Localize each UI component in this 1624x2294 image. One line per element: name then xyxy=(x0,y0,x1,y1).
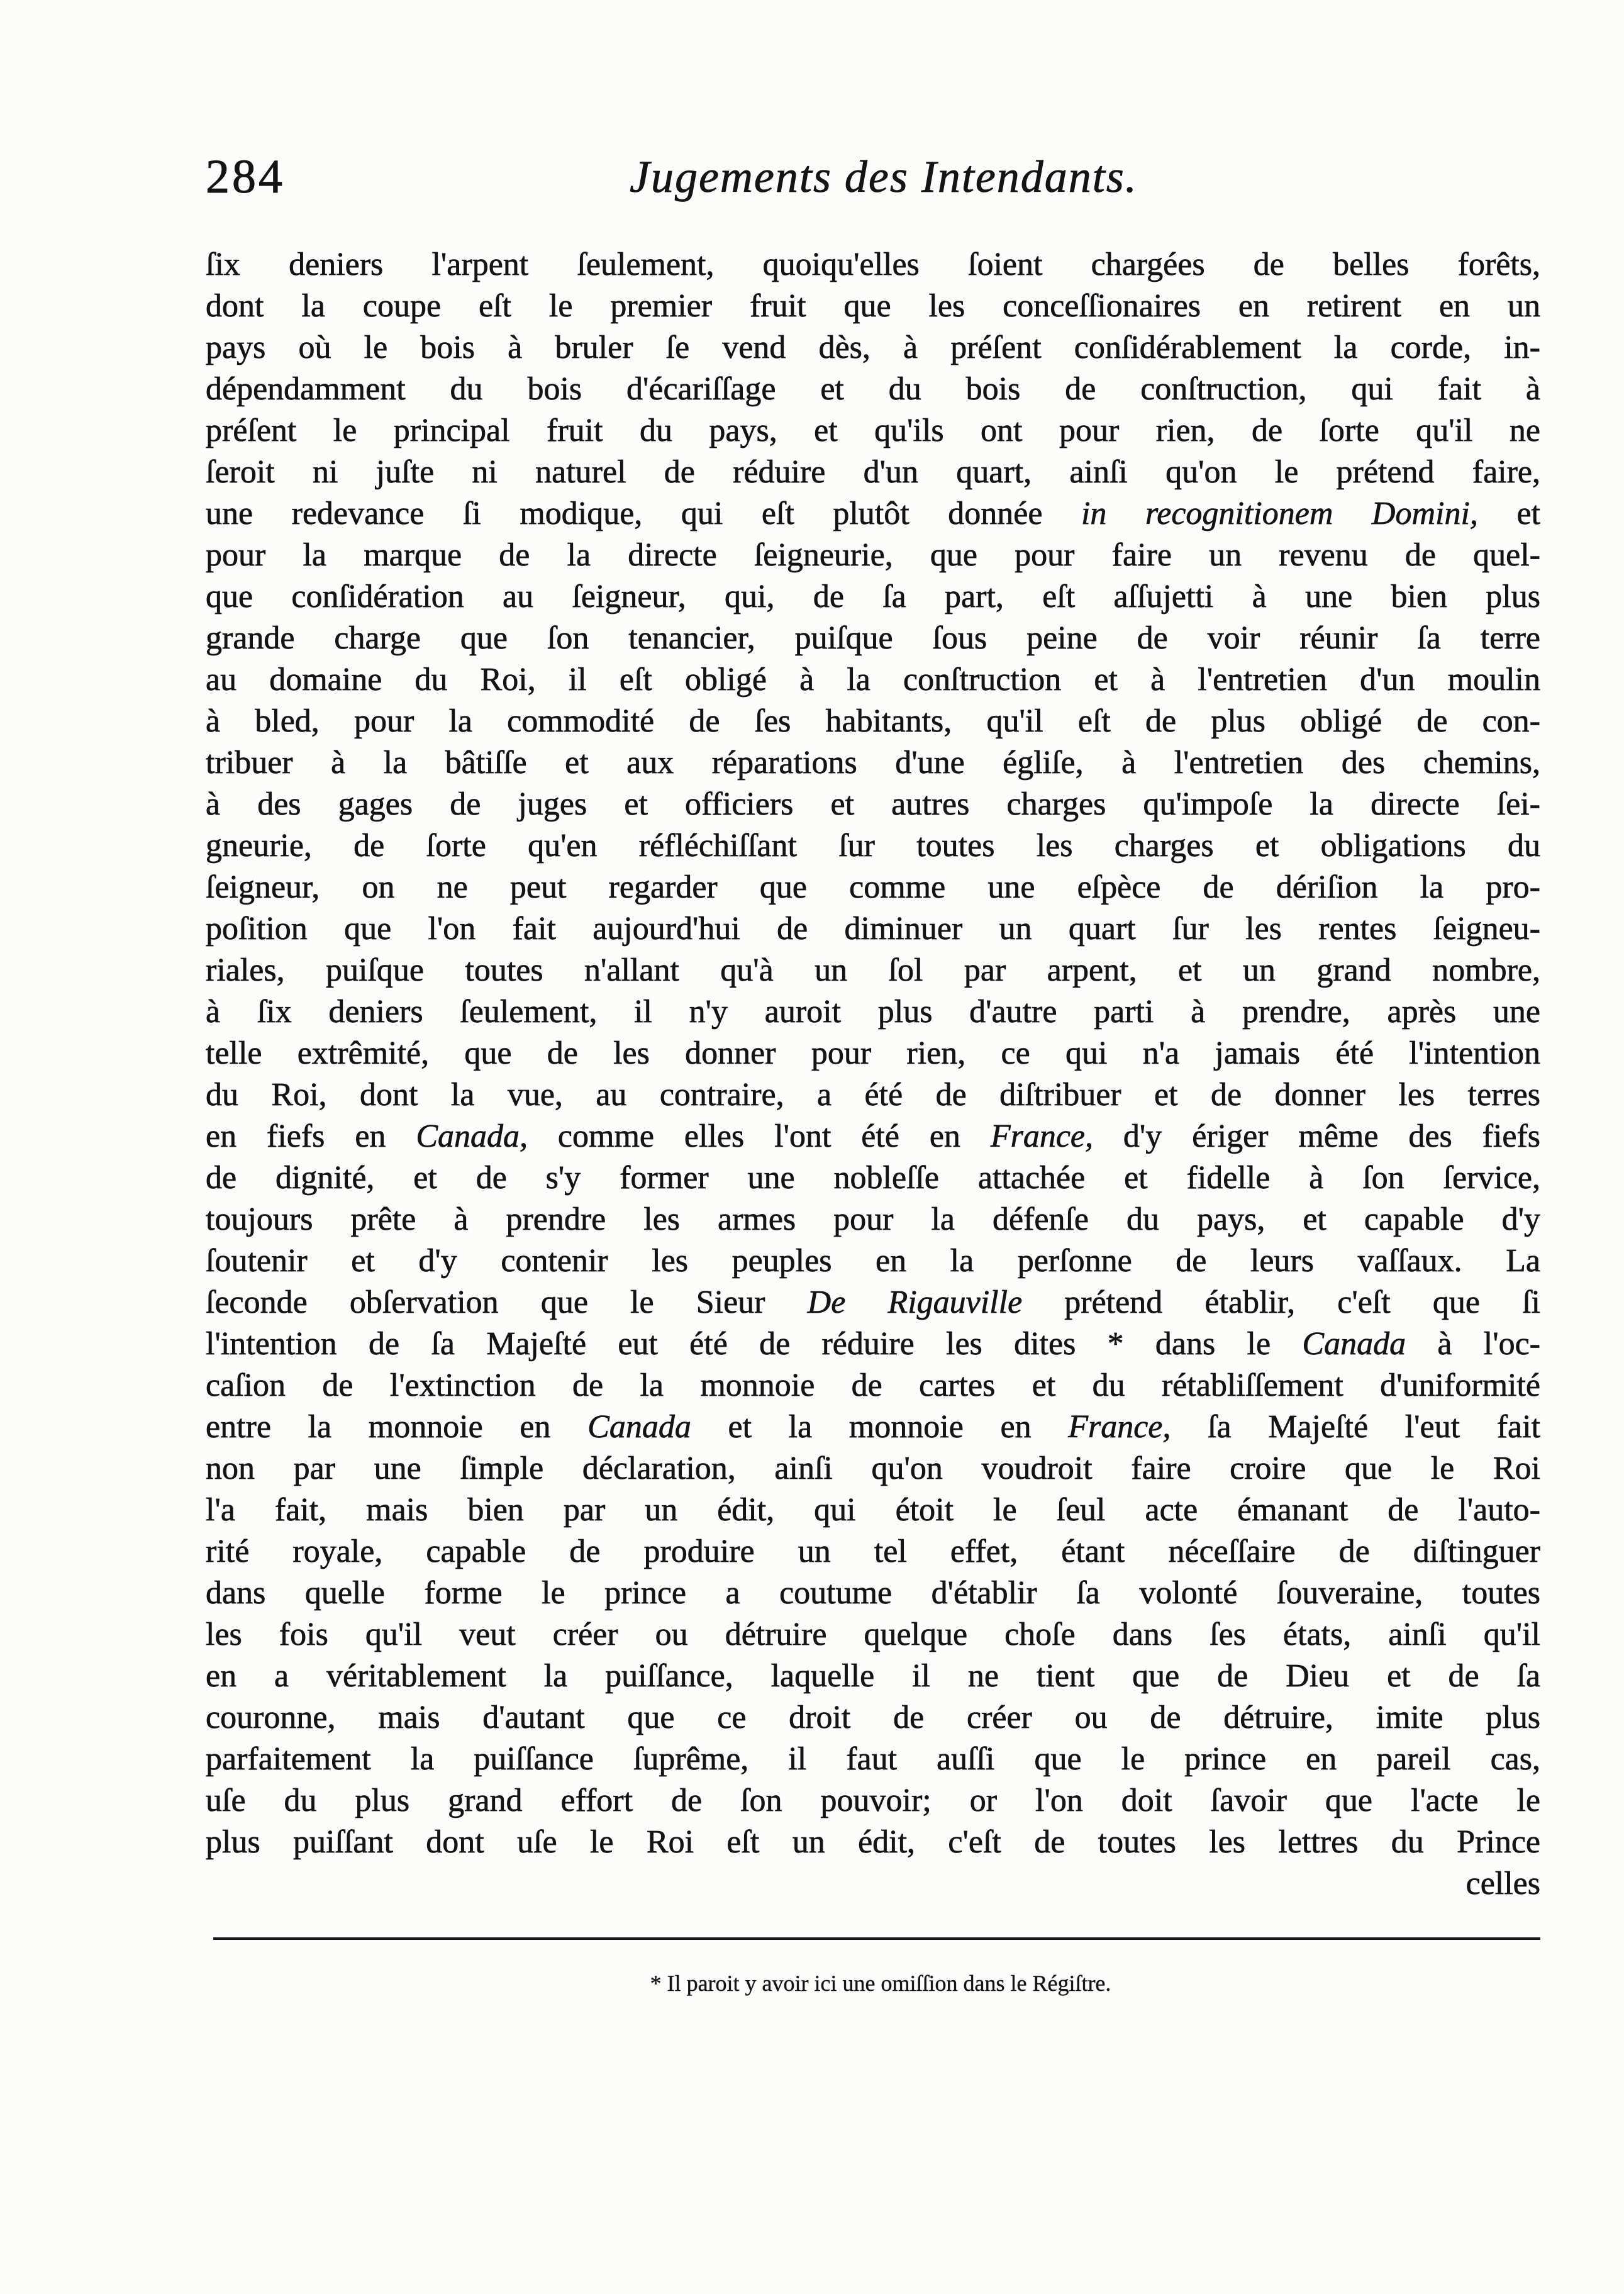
text-line: l'a fait, mais bien par un édit, qui étoit le ſeul acte émanant de l'auto- xyxy=(206,1492,1540,1528)
text-line: plus puiſſant dont uſe le Roi eſt un édit, c'eſt de toutes les lettres du Prince xyxy=(206,1824,1540,1860)
footnote-text: Il paroit y avoir ici une omiſſion dans le Régiſtre. xyxy=(667,1971,1111,1996)
text-line: tribuer à la bâtiſſe et aux réparations d'une égliſe, à l'entretien des chemins, xyxy=(206,745,1540,781)
text-line: pays où le bois à bruler ſe vend dès, à préſent conſidérablement la corde, in- xyxy=(206,330,1540,365)
text-run: et la monnoie en xyxy=(691,1409,1069,1445)
text-line: poſition que l'on fait aujourd'hui de diminuer un quart ſur les rentes ſeigneu- xyxy=(206,911,1540,947)
text-run: ſa Majeſté l'eut fait xyxy=(1171,1409,1540,1445)
text-line: à ſix deniers ſeulement, il n'y auroit plus d'autre parti à prendre, après une xyxy=(206,994,1540,1030)
text-line: ſoutenir et d'y contenir les peuples en la perſonne de leurs vaſſaux. La xyxy=(206,1243,1540,1279)
italic-place-name: Canada xyxy=(587,1409,691,1445)
text-run: l'intention de ſa Majeſté eut été de réduire les dites * dans le xyxy=(206,1326,1303,1362)
text-line: les fois qu'il veut créer ou détruire quelque choſe dans ſes états, ainſi qu'il xyxy=(206,1617,1540,1652)
text-line: que conſidération au ſeigneur, qui, de ſa part, eſt aſſujetti à une bien plus xyxy=(206,579,1540,615)
italic-place-name: Canada xyxy=(1302,1326,1406,1362)
running-title: Jugements des Intendants. xyxy=(630,152,1138,202)
text-line: toujours prête à prendre les armes pour la défenſe du pays, et capable d'y xyxy=(206,1201,1540,1237)
text-run: en fiefs en xyxy=(206,1118,416,1154)
text-line: caſion de l'extinction de la monnoie de cartes et du rétabliſſement d'uniformité xyxy=(206,1367,1540,1403)
text-line: telle extrêmité, que de les donner pour rien, ce qui n'a jamais été l'intention xyxy=(206,1035,1540,1071)
text-line: couronne, mais d'autant que ce droit de créer ou de détruire, imite plus xyxy=(206,1700,1540,1735)
body-text xyxy=(206,244,1540,1905)
footnote-marker: * xyxy=(650,1971,662,1996)
text-line xyxy=(206,1406,1540,1448)
text-line: dépendamment du bois d'écariſſage et du bois de conſtruction, qui fait à xyxy=(206,371,1540,407)
text-line: de dignité, et de s'y former une nobleſſe attachée et fidelle à ſon ſervice, xyxy=(206,1160,1540,1196)
text-line: du Roi, dont la vue, au contraire, a été de diſtribuer et de donner les terres xyxy=(206,1077,1540,1113)
text-line: à des gages de juges et officiers et autres charges qu'impoſe la directe ſei- xyxy=(206,786,1540,822)
text-line: pour la marque de la directe ſeigneurie, que pour faire un revenu de quel- xyxy=(206,537,1540,573)
catchword: celles xyxy=(1465,1866,1540,1901)
text-run: une redevance ſi modique, qui eſt plutôt donnée xyxy=(206,496,1081,532)
text-line: grande charge que ſon tenancier, puiſque ſous peine de voir réunir ſa terre xyxy=(206,620,1540,656)
text-line: riales, puiſque toutes n'allant qu'à un ſol par arpent, et un grand nombre, xyxy=(206,952,1540,988)
italic-phrase: in recognitionem Domini, xyxy=(1081,496,1478,532)
text-line: gneurie, de ſorte qu'en réfléchiſſant ſur toutes les charges et obligations du xyxy=(206,828,1540,864)
page-number: 284 xyxy=(206,150,285,203)
text-run: ſeconde obſervation que le Sieur xyxy=(206,1284,808,1320)
text-run: comme elles l'ont été en xyxy=(528,1118,991,1154)
text-line: rité royale, capable de produire un tel effet, étant néceſſaire de diſtinguer xyxy=(206,1534,1540,1569)
text-line: dans quelle forme le prince a coutume d'établir ſa volonté ſouveraine, toutes xyxy=(206,1575,1540,1611)
text-line xyxy=(206,1282,1540,1323)
text-run: prétend établir, c'eſt que ſi xyxy=(1022,1284,1540,1320)
text-line xyxy=(206,493,1540,535)
text-line: parfaitement la puiſſance ſuprême, il faut auſſi que le prince en pareil cas, xyxy=(206,1741,1540,1777)
text-run: d'y ériger même des fiefs xyxy=(1093,1118,1540,1154)
text-line: ſix deniers l'arpent ſeulement, quoiqu'elles ſoient chargées de belles forêts, xyxy=(206,247,1540,282)
italic-place-name: France, xyxy=(1068,1409,1171,1445)
text-line: au domaine du Roi, il eſt obligé à la conſtruction et à l'entretien d'un moulin xyxy=(206,662,1540,698)
text-line: préſent le principal fruit du pays, et qu'ils ont pour rien, de ſorte qu'il ne xyxy=(206,413,1540,448)
italic-place-name: Canada, xyxy=(416,1118,528,1154)
text-run: entre la monnoie en xyxy=(206,1409,588,1445)
text-line: en a véritablement la puiſſance, laquelle il ne tient que de Dieu et de ſa xyxy=(206,1658,1540,1694)
footnote-rule xyxy=(213,1937,1540,1940)
text-line xyxy=(206,1323,1540,1365)
text-run: et xyxy=(1477,496,1540,532)
text-line: uſe du plus grand effort de ſon pouvoir; or l'on doit ſavoir que l'acte le xyxy=(206,1783,1540,1818)
italic-place-name: France, xyxy=(990,1118,1094,1154)
footnote xyxy=(440,1968,1321,1999)
text-line xyxy=(206,1116,1540,1157)
text-run: à l'oc- xyxy=(1406,1326,1540,1362)
text-line: ſeigneur, on ne peut regarder que comme une eſpèce de dériſion la pro- xyxy=(206,869,1540,905)
text-line: dont la coupe eſt le premier fruit que les conceſſionaires en retirent en un xyxy=(206,288,1540,324)
text-line: non par une ſimple déclaration, ainſi qu'on voudroit faire croire que le Roi xyxy=(206,1450,1540,1486)
text-line: à bled, pour la commodité de ſes habitants, qu'il eſt de plus obligé de con- xyxy=(206,703,1540,739)
text-line: ſeroit ni juſte ni naturel de réduire d'un quart, ainſi qu'on le prétend faire, xyxy=(206,454,1540,490)
italic-person-name: De Rigauville xyxy=(807,1284,1023,1320)
